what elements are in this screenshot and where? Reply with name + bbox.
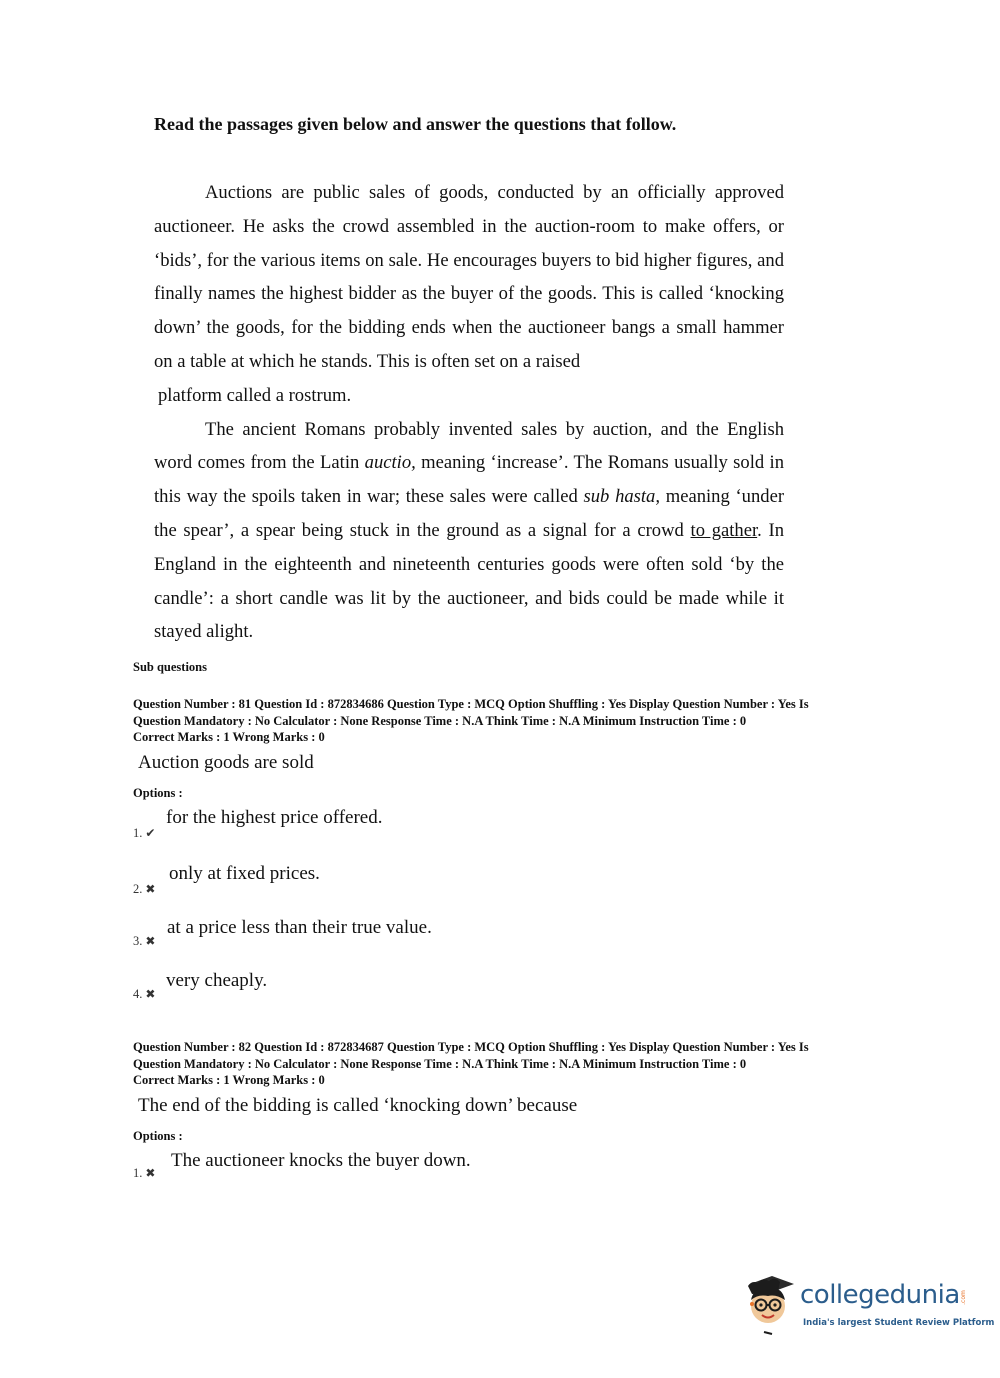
- meta-line: Correct Marks : 1 Wrong Marks : 0: [133, 1073, 325, 1087]
- passage-paragraph-1-end: platform called a rostrum.: [158, 384, 352, 406]
- passage-paragraph-1: Auctions are public sales of goods, conducted by an officially approved auctioneer. He asks the crowd assembled in the auction-room to make offers, or ‘bids’, for the various items on sale. He encourages buyers to bid higher figures, and finally names the highest bidder as the buyer of the goods. This is called ‘knocking down’ the goods, for the bidding ends when the auctioneer bangs a small hammer on a table at which he stands. This is often set on a raised: [154, 182, 784, 372]
- meta-line: Question Number : 82 Question Id : 872834687 Question Type : MCQ Option Shuffling : Yes Display Question Number : Yes Is: [133, 1040, 809, 1054]
- option-number: 1.: [133, 1166, 143, 1180]
- option-1-number: [133, 1166, 156, 1181]
- cross-icon: ✖: [145, 934, 156, 948]
- latin-term: auctio,: [364, 452, 416, 474]
- meta-line: Question Mandatory : No Calculator : None Response Time : N.A Think Time : N.A Minimum Instruction Time : 0: [133, 713, 747, 728]
- option-4-number: [133, 987, 156, 1002]
- question-81-options-label: Options :: [133, 786, 183, 800]
- sub-questions-heading: Sub questions: [133, 660, 207, 674]
- option-number: 1.: [133, 826, 143, 840]
- option-4-text: very cheaply.: [166, 970, 268, 991]
- cross-icon: ✖: [145, 987, 156, 1001]
- meta-line: Correct Marks : 1 Wrong Marks : 0: [133, 730, 325, 744]
- passage-text: The ancient Romans probably invented sales by auction, and the English word comes from the Latin: [154, 418, 784, 474]
- collegedunia-logo: [742, 1274, 995, 1340]
- option-3-text: at a price less than their true value.: [167, 917, 432, 938]
- option-2-text: only at fixed prices.: [169, 863, 320, 884]
- option-1-text: for the highest price offered.: [166, 807, 383, 828]
- passage-instruction: Read the passages given below and answer the questions that follow.: [154, 114, 677, 134]
- mascot-icon: [742, 1274, 798, 1340]
- option-1-text: The auctioneer knocks the buyer down.: [171, 1150, 471, 1171]
- latin-term: sub hasta,: [583, 486, 661, 508]
- question-82-options-label: Options :: [133, 1129, 183, 1143]
- option-3-number: [133, 934, 156, 949]
- passage-paragraph-2: [154, 413, 784, 650]
- underlined-phrase: to gather: [690, 519, 758, 541]
- cross-icon: ✖: [145, 1166, 156, 1180]
- meta-line: Question Number : 81 Question Id : 872834686 Question Type : MCQ Option Shuffling : Yes Display Question Number : Yes Is: [133, 697, 809, 711]
- logo-suffix: .com: [959, 1290, 967, 1305]
- logo-wordmark: collegedunia: [800, 1280, 960, 1310]
- question-82-meta: [133, 1039, 873, 1089]
- question-81-text: Auction goods are sold: [138, 752, 314, 773]
- passage-text: meaning ‘increase’. The Romans usually sold in this way the spoils taken in war; these sales were called: [154, 452, 784, 508]
- reading-passage: [154, 176, 784, 649]
- cross-icon: ✖: [145, 882, 156, 896]
- check-icon: ✔: [145, 826, 156, 840]
- option-number: 3.: [133, 934, 143, 948]
- option-2-number: [133, 882, 156, 897]
- question-82-text: The end of the bidding is called ‘knocking down’ because: [138, 1095, 578, 1116]
- logo-tagline: India's largest Student Review Platform: [803, 1318, 995, 1328]
- meta-line: Question Mandatory : No Calculator : None Response Time : N.A Think Time : N.A Minimum Instruction Time : 0: [133, 1056, 747, 1071]
- question-81-meta: [133, 696, 873, 746]
- option-number: 2.: [133, 882, 143, 896]
- passage-text: meaning ‘under the spear’, a spear being stuck in the ground as a signal for a crowd: [154, 486, 785, 541]
- option-1-number: [133, 826, 156, 841]
- passage-text: . In England in the eighteenth and nineteenth centuries goods were often sold ‘by the candle’: a short candle was lit by the auctioneer, and bids could be made while it stayed alight.: [154, 519, 785, 643]
- option-number: 4.: [133, 987, 143, 1001]
